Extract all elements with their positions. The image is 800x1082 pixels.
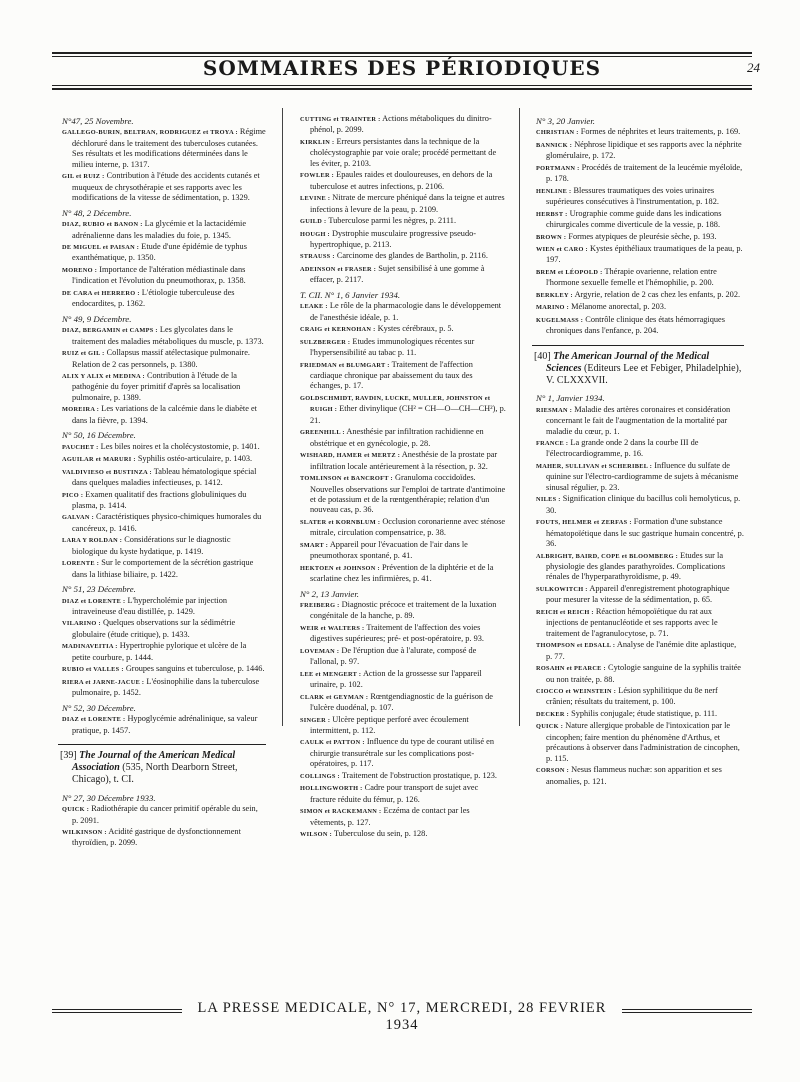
article-title: Influence du sulfate de quinine sur l'électro-cardiogramme de sujets à mécanisme sinusal régulier, p. 23. [546,460,739,492]
article-entry [296,540,506,562]
issue-group [58,208,266,310]
article-title: Néphrose lipidique et ses rapports avec la néphrite glomérulaire, p. 172. [546,139,742,161]
journal-details: (Editeurs Lee et Febiger, Philadelphie), V. CLXXXVII. [546,362,742,387]
article-title: Contribution à l'étude de la pathogénie du foyer primitif d'après sa localisation pulmonaire, p. 1389. [72,370,241,402]
article-authors: NILES : [536,496,561,504]
article-title: Contrôle clinique des états hémorragiques chroniques dans l'enfance, p. 204. [546,314,725,336]
article-title: Carcinome des glandes de Bartholin, p. 2116. [336,251,488,261]
issue-group [58,584,266,699]
article-title: Nesus flammeus nuchæ: son apparition et ses anomalies, p. 121. [546,765,722,786]
article-entry [532,663,744,685]
article-authors: HEKTOEN et JOHNSON : [300,564,380,572]
article-title: Sur le comportement de la sécrétion gastrique dans la lithiase biliaire, p. 1422. [72,558,254,579]
issue-heading: N° 51, 23 Décembre. [62,584,136,595]
article-title: Lésion syphilitique du 8e nerf crânien; résultats du traitement, p. 100. [546,686,718,707]
article-authors: WILSON : [300,831,332,839]
article-entry [532,551,744,583]
page-title: SOMMAIRES DES PÉRIODIQUES [202,56,602,80]
article-authors: SINGER : [300,716,331,724]
issue-group [532,116,744,337]
article-title: Traitement de l'obstruction prostatique, p. 123. [341,770,497,780]
article-authors: GOLDSCHMIDT, RAVDIN, LUCKE, MULLER, JOHNSTON et RUIGH : [300,394,491,414]
issue-heading: N° 27, 30 Décembre 1933. [62,792,156,803]
article-entry [58,596,266,618]
article-entry [58,265,266,287]
article-title: Contribution à l'étude des accidents cutanés et muqueux de chrysothérapie et ses rapports avec les modifications de la vitesse de sédimentation, p. 1329. [72,171,260,203]
article-title: L'éosinophilie dans la tuberculose pulmonaire, p. 1452. [72,676,260,698]
article-title: De l'éruption due à l'alurate, composé de l'allonal, p. 97. [310,645,477,667]
article-authors: QUICK : [62,806,90,814]
article-entry [296,517,506,539]
issue-group [296,589,506,841]
article-title: Diagnostic précoce et traitement de la luxation congénitale de la hanche, p. 89. [310,600,497,621]
article-authors: RIESMAN : [536,406,573,414]
issue-heading: N° 50, 16 Décembre. [62,430,136,441]
article-authors: BROWN : [536,233,567,241]
article-title: Maladie des artères coronaires et considération concernant le fait de l'augmentation de la mortalité par maladie du cœur, p. 1. [546,404,731,436]
article-authors: ALBRIGHT, BAIRD, COPE et BLOOMBERG : [536,552,679,560]
article-authors: ROSAHN et PEARCE : [536,665,606,673]
column-1 [58,114,266,853]
article-title: La grande onde 2 dans la courbe III de l'électrocardiogramme, p. 16. [546,438,699,459]
article-authors: CAULK et PATTON : [300,739,365,747]
article-authors: HERBST : [536,210,568,218]
article-entry [58,467,266,489]
article-title: L'hypercholémie par injection intraveineuse d'eau distillée, p. 1429. [72,595,228,617]
article-entry [58,490,266,512]
article-entry [532,186,744,208]
article-authors: RUBIO et VALLES : [62,666,124,674]
article-entry [296,829,506,840]
column-divider-2 [519,108,520,726]
article-title: Erreurs persistantes dans la technique de la cholécystographie par voie orale; procédé permettant de les éviter, p. 2103. [310,136,497,168]
article-entry [532,405,744,437]
article-authors: STRAUSS : [300,253,335,261]
issue-group [296,290,506,585]
article-authors: TOMLINSON et BANCROFT : [300,475,393,483]
column-3 [532,114,744,791]
issue-heading: N° 3, 20 Janvier. [536,116,595,126]
article-title: Cytologie sanguine de la syphilis traitée ou non traitée, p. 88. [546,663,741,684]
article-title: Anesthésie de la prostate par infiltration locale antérieurement à la résection, p. 32. [310,450,498,471]
article-title: Appareil pour l'évacuation de l'air dans le pneumothorax spontané, p. 41. [310,539,468,561]
article-entry [58,677,266,699]
article-entry [58,454,266,465]
article-title: Mélanome anorectal, p. 203. [571,302,667,312]
article-title: Occlusion coronarienne avec sténose mitrale, circulation compensatrice, p. 38. [310,516,506,538]
article-authors: DE CARA et HERRERO : [62,289,140,297]
article-authors: WILKINSON : [62,828,107,836]
journal-title [58,750,266,787]
article-entry [296,563,506,585]
article-authors: FRANCE : [536,440,569,448]
article-title: Formes atypiques de pleurésie sèche, p. 193. [568,231,717,241]
article-authors: CHRISTIAN : [536,129,579,137]
issue-heading: N° 1, Janvier 1934. [536,393,605,404]
article-entry [296,337,506,359]
article-entry [296,193,506,215]
article-authors: KIRKLIN : [300,138,335,146]
article-authors: LEE et MENGERT : [300,670,362,678]
article-title: Prévention de la diphtérie et de la scarlatine chez les infirmières, p. 41. [310,562,494,584]
article-entry [296,669,506,691]
article-entry [532,709,744,720]
article-title: Actions métaboliques du dinitro-phénol, p. 2099. [310,114,492,135]
article-title: Ulcère peptique perforé avec écoulement intermittent, p. 112. [310,714,469,736]
article-title: Les variations de la calcémie dans le diabète et dans la fièvre, p. 1394. [72,404,257,425]
article-authors: CIOCCO et WEINSTEIN : [536,688,617,695]
article-authors: RIERA et JARNE-JACUE : [62,678,145,686]
article-title: Considérations sur le diagnostic biologique du kyste hydatique, p. 1419. [72,535,231,556]
article-title: Le rôle de la pharmacologie dans le développement de l'anesthésie idéale, p. 1. [310,301,502,322]
article-entry [296,264,506,286]
article-authors: ADEINSON et FRASER : [300,265,377,273]
article-title: Analyse de l'anémie dite aplastique, p. 77. [546,640,737,661]
article-title: Urographie comme guide dans les indications chirurgicales comme diverticule de la vessie, p. 188. [546,208,722,230]
article-entry [296,137,506,169]
article-title: Examen qualitatif des fractions globuliniques du plasma, p. 1414. [72,489,247,510]
footer-rule-left-2 [52,1012,182,1013]
journal-title [532,351,744,388]
header-rule-bottom-thin [52,85,752,86]
article-entry [296,715,506,737]
article-title: L'étiologie tuberculeuse des endocardites, p. 1362. [72,287,235,309]
article-title: Formation d'une substance hématopoïétique dans le suc gastrique humain concentré, p. 36. [546,517,744,549]
article-title: Influence du type de courant utilisé en chirurgie transurétrale sur les complications post-opératoires, p. 117. [310,737,494,769]
article-title: Blessures traumatiques des voies urinaires supérieures consécutives à l'instrumentation, p. 182. [546,185,719,207]
issue-group [58,314,266,427]
article-title: Hypertrophie pylorique et ulcère de la petite courbure, p. 1444. [72,641,247,662]
article-entry [58,827,266,849]
article-authors: DIAZ, BERGAMIN et CAMPS : [62,327,158,335]
article-title: Kystes épithéliaux traumatiques de la peau, p. 197. [546,243,743,265]
article-title: Procédés de traitement de la leucémie myéloïde, p. 178. [546,162,743,184]
article-authors: FREIBERG : [300,602,340,610]
article-authors: SULKOWITCH : [536,585,588,593]
page-number: 24 [747,60,760,75]
article-entry [296,646,506,668]
article-authors: DIAZ et LORENTE : [62,716,126,724]
article-authors: HENLINE : [536,187,572,195]
journal-number: [39] [60,750,77,762]
article-entry [532,315,744,337]
article-entry [296,427,506,449]
article-authors: WIEN et CARO : [536,245,588,253]
article-entry [532,721,744,764]
article-title: Epaules raides et douloureuses, en dehors de la tuberculose et autres infections, p. 2106. [310,170,493,191]
issue-group [532,393,744,787]
article-entry [58,804,266,826]
issue-group [296,114,506,286]
article-authors: HOLLINGWORTH : [300,785,363,793]
article-authors: BREM et LÉOPOLD : [536,268,603,276]
article-authors: FRIEDMAN et BLUMGART : [300,361,390,369]
issue-group [58,793,266,849]
article-title: Rœntgendiagnostic de la guérison de l'ulcère duodénal, p. 107. [310,691,493,713]
article-entry [532,267,744,289]
article-entry [532,640,744,662]
article-title: Action de la grossesse sur l'appareil urinaire, p. 102. [310,668,482,690]
article-title: Nitrate de mercure phéniqué dans la teigne et autres infections à levure de la peau, p. 2109. [310,193,505,214]
article-authors: GUILD : [300,218,327,226]
article-title: Traitement de l'affection cardiaque chronique par abaissement du taux des échanges, p. 17. [310,359,473,391]
article-title: Dystrophie musculaire progressive pseudo-hypertrophique, p. 2113. [310,228,477,249]
article-authors: LOVEMAN : [300,647,340,655]
header-rule-top [52,52,752,54]
article-entry [58,641,266,663]
article-authors: DE MIGUEL et PAISAN : [62,243,140,251]
issue-group [58,116,266,204]
article-title: Les glycolates dans le traitement des maladies métaboliques du muscle, p. 1373. [72,325,264,346]
footer-rule-right [622,1009,752,1010]
article-entry [58,288,266,310]
article-title: Tuberculose du sein, p. 128. [333,829,428,839]
article-entry [296,393,506,426]
article-entry [532,290,744,301]
issue-heading: N° 49, 9 Décembre. [62,313,132,324]
article-title: Hypoglycémie adrénalinique, sa valeur pratique, p. 1457. [72,714,258,735]
article-entry [532,686,744,708]
footer-rule-right-2 [622,1012,752,1013]
article-authors: HOUGH : [300,230,330,238]
article-entry [58,404,266,426]
article-entry [58,558,266,580]
article-entry [532,584,744,606]
article-entry [296,806,506,828]
article-entry [58,371,266,403]
article-entry [296,216,506,227]
article-entry [296,324,506,335]
article-entry [296,360,506,392]
article-entry [296,450,506,472]
journal-section [532,345,744,388]
article-entry [58,535,266,557]
article-entry [532,127,744,138]
article-entry [296,251,506,262]
article-authors: KUGELMASS : [536,316,584,324]
article-title: Etudes immunologiques récentes sur l'hypersensibilité au tabac p. 11. [310,336,475,358]
page-footer [52,1000,752,1033]
article-entry [58,714,266,736]
column-2 [296,114,506,845]
issue-heading: N° 48, 2 Décembre. [62,207,132,218]
article-title: Formes de néphrites et leurs traitements, p. 169. [580,127,741,137]
article-authors: LORENTE : [62,560,100,568]
article-entry [58,325,266,347]
article-title: Argyrie, relation de 2 cas chez les enfants, p. 202. [574,289,741,299]
article-entry [532,438,744,460]
article-title: Quelques observations sur la sédimétrie globulaire (étude critique), p. 1433. [72,618,236,639]
article-authors: REICH et REICH : [536,608,594,616]
article-title: Anesthésie par infiltration rachidienne en obstétrique et en gynécologie, p. 28. [310,427,484,448]
article-title: Granuloma coccidoïdes. Nouvelles observations sur l'emploi de tartrate d'antimoine et de potassium et de la rœntgenthérapie; relation d'un nouveau cas, p. 36. [310,473,506,515]
article-title: Régime déchloruré dans le traitement des tuberculoses cutanées. Ses résultats et les modifications déterminées dans le milieu interne, p. 1317. [72,127,266,169]
article-entry [58,512,266,534]
article-authors: CRAIG et KERNOHAN : [300,326,376,334]
article-entry [58,348,266,370]
article-authors: VILARINO : [62,620,101,628]
article-authors: LARA Y ROLDAN : [62,537,123,545]
article-entry [296,229,506,251]
article-title: Acidité gastrique de dysfonctionnement thyroïdien, p. 2099. [72,826,241,848]
article-authors: RUIZ et GIL : [62,350,105,358]
article-entry [58,442,266,453]
article-entry [532,461,744,493]
article-title: Etude d'une épidémie de typhus exanthématique, p. 1350. [72,241,247,263]
article-authors: CORSON : [536,767,570,775]
article-authors: MAHER, SULLIVAN et SCHERIBEL : [536,462,653,470]
issue-group [58,703,266,736]
issue-heading: N° 2, 13 Janvier. [300,588,359,599]
article-authors: MOREIRA : [62,406,100,414]
article-title: Cadre pour transport de sujet avec fracture réduite du fémur, p. 126. [310,783,479,804]
issue-heading: T. CII. N° 1, 6 Janvier 1934. [300,289,401,300]
article-authors: BERKLEY : [536,291,573,299]
article-title: Caractéristiques physico-chimiques humorales du cancéreux, p. 1416. [72,512,262,533]
article-title: Ether divinylique (CH² = CH—O—CH—CH²), p. 21. [310,404,506,425]
article-title: Thérapie ovarienne, relation entre l'hormone sexuelle femelle et l'hémophilie, p. 200. [546,266,717,288]
article-title: Importance de l'altération médiastinale dans l'indication et l'évolution du pneumothorax, p. 1358. [72,264,246,286]
article-authors: SIMON et RACKEMANN : [300,808,382,816]
article-authors: DIAZ, RUBIO et BANON : [62,221,143,229]
issue-heading: N° 52, 30 Décembre. [62,702,136,713]
article-authors: LEAKE : [300,303,328,311]
article-authors: LEVINE : [300,195,331,203]
article-entry [58,618,266,640]
article-entry [58,664,266,675]
article-authors: PAUCHET : [62,443,99,451]
article-title: Groupes sanguins et tuberculose, p. 1446. [125,664,265,674]
article-authors: DECKER : [536,710,570,718]
article-authors: GREENHILL : [300,429,345,437]
article-authors: ALIX Y ALIX et MEDINA : [62,372,145,380]
article-entry [532,209,744,231]
article-title: Réaction hémopoïétique du rat aux injections de pentanucléotide et ses rapports avec le traitement de l'agranulocytose, p. 71. [546,606,718,638]
article-title: Collapsus massif atélectasique pulmonaire. Relation de 2 cas personnels, p. 1380. [72,348,250,369]
article-authors: WEIR et WALTERS : [300,624,365,632]
article-entry [532,244,744,266]
article-title: La glycémie et la lactacidémie adrénalienne dans les maladies du foie, p. 1345. [72,219,247,240]
article-title: Tuberculose parmi les nègres, p. 2111. [328,216,457,226]
issue-heading: N°47, 25 Novembre. [62,116,134,126]
article-title: Eczéma de contact par les vêtements, p. 127. [310,806,470,827]
article-entry [296,170,506,192]
article-authors: GALLEGO-BURIN, BELTRAN, RODRIGUEZ et TROYA : [62,129,238,137]
article-authors: GIL et RUIZ : [62,173,105,181]
article-title: Les biles noires et la cholécystostomie, p. 1401. [100,441,260,451]
article-entry [296,473,506,516]
article-entry [296,600,506,622]
article-entry [296,623,506,645]
article-entry [532,607,744,639]
article-authors: SULZBERGER : [300,338,351,346]
journal-name: The Journal of the American Medical Association [72,750,236,774]
article-title: Syphilis ostéo-articulaire, p. 1403. [137,454,253,464]
journal-number: [40] [534,350,551,362]
article-authors: COLLINGS : [300,772,340,780]
article-title: Kystes cérébraux, p. 5. [377,324,454,334]
article-authors: BANNICK : [536,141,573,149]
article-authors: PICO : [62,491,84,499]
article-entry [532,494,744,516]
article-entry [296,301,506,323]
article-authors: DIAZ et LORENTE : [62,597,126,605]
article-entry [532,517,744,549]
article-authors: MORENO : [62,266,98,274]
article-authors: WISHARD, HAMER et MERTZ : [300,452,401,460]
article-authors: MARINO : [536,304,570,312]
article-entry [532,140,744,162]
article-title: Tableau hématologique spécial dans quelques maladies infectieuses, p. 1412. [72,466,257,488]
article-entry [58,171,266,203]
article-authors: MADINAVEITIA : [62,643,118,651]
article-authors: FOWLER : [300,172,335,180]
footer-text: LA PRESSE MEDICALE, N° 17, MERCREDI, 28 FEVRIER 1934 [197,1000,607,1033]
article-entry [58,219,266,241]
article-title: Nature allergique probable de l'intoxication par le cincophen; faire mention du phénomène d'Arthus, et précautions à observer dans l'administration de cincophen, p. 115. [546,721,740,763]
article-entry [296,737,506,769]
article-authors: FOUTS, HELMER et ZERFAS : [536,519,632,527]
article-entry [296,114,506,136]
header-rule-bottom [52,88,752,90]
article-entry [532,302,744,313]
article-authors: CUTTING et TRAINTER : [300,116,381,123]
article-entry [58,127,266,170]
article-authors: QUICK : [536,723,564,731]
footer-rule-left [52,1009,182,1010]
article-title: Traitement de l'affection des voies digestives supérieures; pré- et post-opératoire, p. 93. [310,622,484,644]
article-title: Radiothérapie du cancer primitif opérable du sein, p. 2091. [72,804,258,825]
article-entry [532,765,744,787]
article-authors: THOMPSON et EDSALL : [536,642,616,650]
article-authors: GALVAN : [62,514,94,522]
journal-name: The American Journal of the Medical Sciences [546,350,710,374]
column-divider-1 [282,108,283,726]
article-title: Appareil d'enregistrement photographique pour mesurer la vitesse de la sédimentation, p. 65. [546,583,730,605]
article-authors: CLARK et GEYMAN : [300,693,369,701]
article-entry [532,163,744,185]
article-entry [296,783,506,805]
journal-details: (535, North Dearborn Street, Chicago), t. CI. [72,762,238,786]
article-authors: VALDIVIESO et BUSTINZA : [62,468,152,476]
issue-group [58,430,266,580]
article-authors: SMART : [300,541,329,549]
journal-section [58,744,266,787]
article-authors: SLATER et KORNBLUM : [300,518,381,526]
article-title: Sujet sensibilisé à une gomme à effacer, p. 2117. [310,263,485,285]
article-title: Etudes sur la physiologie des glandes parathyroïdes. Complications rénales de l'hyperparathyroïdisme, p. 49. [546,550,726,582]
article-title: Signification clinique du bacillus coli hemolyticus, p. 30. [546,494,741,515]
article-authors: PORTMANN : [536,164,580,172]
article-entry [296,692,506,714]
article-authors: AGUILAR et MARURI : [62,456,136,464]
article-entry [532,232,744,243]
article-title: Syphilis conjugale; étude statistique, p. 111. [571,708,718,718]
article-entry [296,771,506,782]
article-entry [58,242,266,264]
